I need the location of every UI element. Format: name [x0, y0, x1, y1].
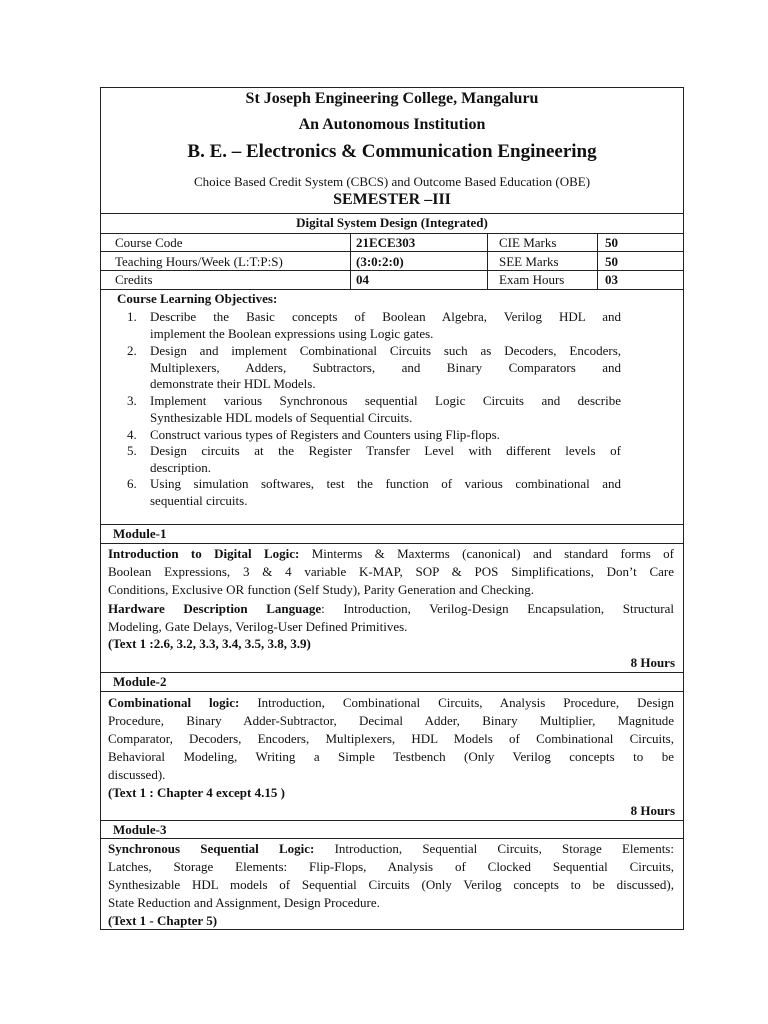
- exam-hours-value: 03: [605, 272, 618, 287]
- teaching-hours-label: Teaching Hours/Week (L:T:P:S): [115, 254, 283, 269]
- objective-number: 5.: [127, 443, 137, 458]
- course-code-label: Course Code: [115, 235, 183, 250]
- module-hours: 8 Hours: [630, 655, 675, 670]
- objective-number: 2.: [127, 343, 137, 358]
- credits-value: 04: [356, 272, 369, 287]
- module-reference: (Text 1 - Chapter 5): [108, 913, 218, 928]
- module-title: Module-3: [113, 822, 167, 837]
- credits-label: Credits: [115, 272, 153, 287]
- exam-hours-label: Exam Hours: [499, 272, 565, 287]
- objective-number: 1.: [127, 309, 137, 324]
- semester-label: SEMESTER –III: [333, 191, 451, 208]
- course-title: Digital System Design (Integrated): [296, 215, 488, 230]
- cie-marks-value: 50: [605, 235, 618, 250]
- module-title: Module-2: [113, 674, 167, 689]
- institution-status: An Autonomous Institution: [298, 116, 486, 133]
- module-content: Combinational logic: Introduction, Combinational Circuits, Analysis Procedure, Design Procedure, Binary Adder-Subtractor, Decimal Adder, Binary Multiplier, Magnitude Comparator, Decoders, Encoders, Multiplexers, HDL Models of Combinational Circuits, Behavioral Modeling, Writing a Simple Testbench (Only Verilog concepts to be discussed).: [108, 695, 674, 782]
- module-content: Hardware Description Language: Introduction, Verilog-Design Encapsulation, Structural Modeling, Gate Delays, Verilog-User Defined Primitives.: [108, 601, 674, 634]
- teaching-hours-value: (3:0:2:0): [356, 254, 404, 269]
- cie-marks-label: CIE Marks: [499, 235, 557, 250]
- module-content: Introduction to Digital Logic: Minterms & Maxterms (canonical) and standard forms of Boolean Expressions, 3 & 4 variable K-MAP, SOP & POS Simplifications, Don’t Care Conditions, Exclusive OR function (Self Study), Parity Generation and Checking.: [108, 546, 674, 597]
- module-title: Module-1: [113, 526, 167, 541]
- see-marks-label: SEE Marks: [499, 254, 559, 269]
- objective-number: 4.: [127, 427, 137, 442]
- scheme-line: Choice Based Credit System (CBCS) and Outcome Based Education (OBE): [193, 174, 591, 189]
- module-reference: (Text 1 :2.6, 3.2, 3.3, 3.4, 3.5, 3.8, 3.9): [108, 636, 311, 651]
- course-code-value: 21ECE303: [356, 235, 416, 250]
- module-hours: 8 Hours: [630, 803, 675, 818]
- module-content: Synchronous Sequential Logic: Introduction, Sequential Circuits, Storage Elements: Latches, Storage Elements: Flip-Flops, Analysis of Clocked Sequential Circuits, Synthesizable HDL models of Sequential Circuits (Only Verilog concepts to be discussed), State Reduction and Assignment, Design Procedure.: [108, 841, 674, 910]
- see-marks-value: 50: [605, 254, 618, 269]
- program-title: B. E. – Electronics & Communication Engineering: [187, 141, 597, 162]
- objectives-heading: Course Learning Objectives:: [117, 291, 278, 306]
- module-reference: (Text 1 : Chapter 4 except 4.15 ): [108, 785, 285, 800]
- objective-number: 6.: [127, 476, 137, 491]
- college-name: St Joseph Engineering College, Mangaluru: [245, 90, 539, 107]
- objective-number: 3.: [127, 393, 137, 408]
